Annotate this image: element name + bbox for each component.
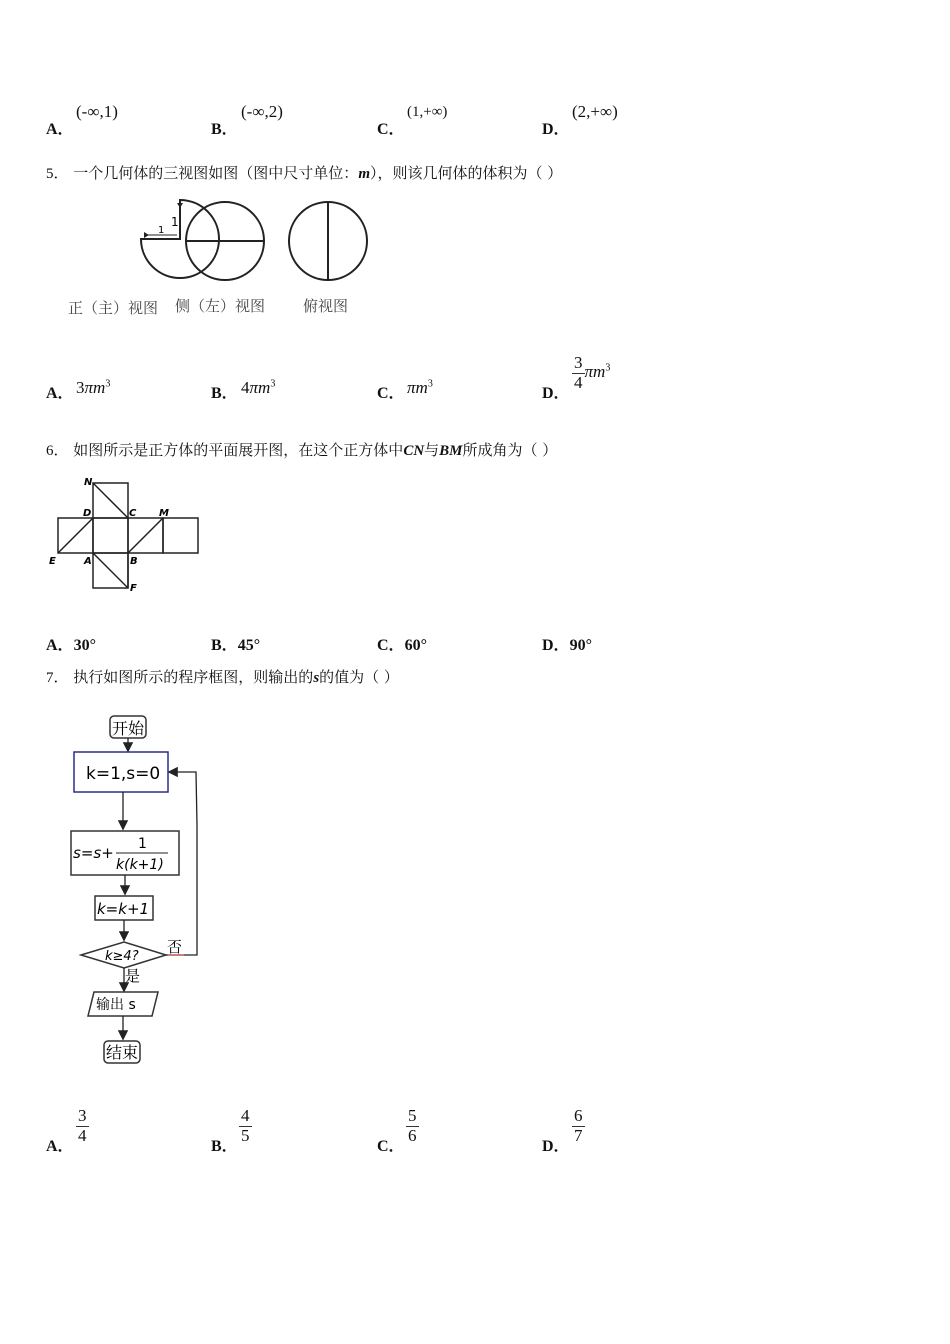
flow-yes-label: 是 [125, 967, 141, 985]
net-square-right2 [163, 518, 198, 553]
net-diagonal-bm [128, 518, 163, 553]
q6-segment-cn: CN [403, 443, 425, 459]
option-value: 45° [237, 637, 261, 654]
q4-option-d [542, 116, 570, 139]
q5-option-d-value [572, 354, 610, 392]
flow-no-label: 否 [167, 938, 183, 956]
option-letter: A． [46, 1138, 74, 1155]
q4-option-a [46, 116, 74, 139]
option-letter: D． [542, 637, 570, 654]
numerator: 5 [408, 1106, 417, 1125]
option-letter: C． [377, 637, 405, 654]
q5-option-c-value [407, 378, 433, 398]
label-m: M [159, 508, 169, 519]
label-d: D [83, 508, 92, 519]
question-number: 5． [46, 166, 69, 182]
q4-option-d-value: (2,+∞) [572, 102, 618, 121]
exp: 3 [270, 378, 276, 390]
q6-segment-bm: BM [439, 443, 463, 459]
option-letter: B． [211, 637, 238, 654]
q4-option-c-value: (1,+∞) [407, 104, 448, 120]
unit: m [415, 378, 428, 397]
q7-option-c [377, 1133, 405, 1156]
question-number: 7． [46, 670, 69, 686]
q4-option-b [211, 116, 238, 139]
exp: 3 [427, 378, 433, 390]
flow-end-label: 结束 [106, 1043, 139, 1062]
label-a: A [84, 556, 92, 567]
q7-text-before: 执行如图所示的程序框图，则输出的 [73, 668, 314, 686]
question-number: 6． [46, 443, 69, 459]
q5-text-after: ），则该几何体的体积为（ ） [369, 164, 563, 182]
coef: 4 [241, 378, 250, 397]
q5-stem [46, 162, 562, 183]
numerator: 6 [574, 1106, 583, 1125]
flow-start-label: 开始 [112, 719, 145, 738]
q5-option-d [542, 380, 570, 403]
option-value: 90° [569, 637, 592, 654]
denominator: 4 [574, 372, 583, 392]
arrow-head-icon [177, 203, 183, 208]
exp: 3 [605, 362, 611, 374]
three-view-figure [60, 195, 380, 325]
q7-option-b-value [239, 1107, 252, 1145]
flow-assign-s-den: k(k+1) [116, 857, 164, 873]
label-c: C [129, 508, 137, 519]
label-e: E [49, 556, 56, 567]
option-value: 30° [73, 637, 96, 654]
net-diagonal-nc [93, 483, 128, 518]
q6-text-after: 所成角为（ ） [462, 441, 558, 459]
flow-init-label: k=1,s=0 [86, 764, 161, 784]
net-diagonal-ed [58, 518, 93, 553]
fraction [406, 1107, 419, 1145]
q7-option-d-value [572, 1107, 585, 1145]
numerator: 4 [241, 1106, 250, 1125]
q6-mid: 与 [424, 441, 440, 459]
flow-assign-s-num: 1 [138, 836, 147, 852]
q5-option-a-value [76, 378, 110, 398]
option-value: 60° [404, 637, 427, 654]
option-letter: B． [211, 385, 238, 402]
q6-option-a [46, 632, 96, 655]
flow-loop-arrow [166, 772, 197, 955]
q7-option-d [542, 1133, 570, 1156]
q7-variable: s [313, 670, 320, 686]
option-letter: C． [377, 1138, 405, 1155]
caption-top-view: 俯视图 [303, 297, 349, 315]
numerator: 3 [574, 353, 583, 372]
option-letter: D． [542, 121, 570, 138]
option-letter: B． [211, 121, 238, 138]
option-letter: C． [377, 121, 405, 138]
net-square-center [93, 518, 128, 553]
pi: π [407, 378, 416, 397]
q6-option-b [211, 632, 260, 655]
fraction [76, 1107, 89, 1145]
q4-option-c [377, 116, 405, 139]
q4-option-a-value: (-∞,1) [76, 102, 118, 121]
unit: m [593, 362, 606, 382]
q7-text-after: 的值为（ ） [319, 668, 399, 686]
q5-option-a [46, 380, 74, 403]
q5-text-before: 一个几何体的三视图如图（图中尺寸单位： [73, 164, 359, 182]
option-letter: D． [542, 1138, 570, 1155]
denominator: 5 [241, 1125, 250, 1145]
flow-assign-s-left: s=s+ [73, 844, 114, 862]
q4-option-b-value: (-∞,2) [241, 102, 283, 121]
q5-option-c [377, 380, 405, 403]
label-n: N [84, 477, 93, 488]
denominator: 6 [408, 1125, 417, 1145]
exp: 3 [105, 378, 111, 390]
caption-front-view: 正（主）视图 [68, 299, 159, 317]
pi: π [84, 378, 94, 397]
dim-label-horizontal: 1 [158, 225, 165, 236]
flow-assign-k-label: k=k+1 [97, 900, 150, 918]
numerator: 3 [78, 1106, 87, 1125]
label-f: F [130, 583, 137, 594]
flow-decision-label: k≥4? [105, 949, 139, 964]
flow-output-label: 输出 s [96, 997, 136, 1013]
dim-label-vertical: 1 [171, 215, 179, 229]
option-letter: D． [542, 385, 570, 402]
arrow-head-icon [144, 232, 149, 238]
fraction [572, 354, 585, 392]
q6-stem [46, 439, 557, 460]
q5-option-b [211, 380, 238, 403]
fraction [239, 1107, 252, 1145]
q7-option-c-value [406, 1107, 419, 1145]
q6-option-c [377, 632, 427, 655]
unit: m [258, 378, 271, 397]
option-letter: A． [46, 121, 74, 138]
flowchart-figure [66, 710, 216, 1070]
label-b: B [130, 556, 138, 567]
q7-option-a-value [76, 1107, 89, 1145]
fraction [572, 1107, 585, 1145]
q6-option-d [542, 632, 592, 655]
pi: π [584, 362, 594, 382]
q7-option-a [46, 1133, 74, 1156]
denominator: 4 [78, 1125, 87, 1145]
option-letter: B． [211, 1138, 238, 1155]
option-letter: A． [46, 637, 74, 654]
q6-text-before: 如图所示是正方体的平面展开图，在这个正方体中 [73, 441, 404, 459]
q7-stem [46, 666, 399, 687]
option-letter: A． [46, 385, 74, 402]
caption-side-view: 侧（左）视图 [175, 297, 266, 315]
q7-option-b [211, 1133, 238, 1156]
cube-net-figure [46, 474, 206, 596]
pi: π [249, 378, 259, 397]
net-diagonal-af [93, 553, 128, 588]
option-letter: C． [377, 385, 405, 402]
unit: m [93, 378, 106, 397]
coef: 3 [76, 378, 85, 397]
q5-unit: m [358, 166, 370, 182]
q5-option-b-value [241, 378, 275, 398]
denominator: 7 [574, 1125, 583, 1145]
